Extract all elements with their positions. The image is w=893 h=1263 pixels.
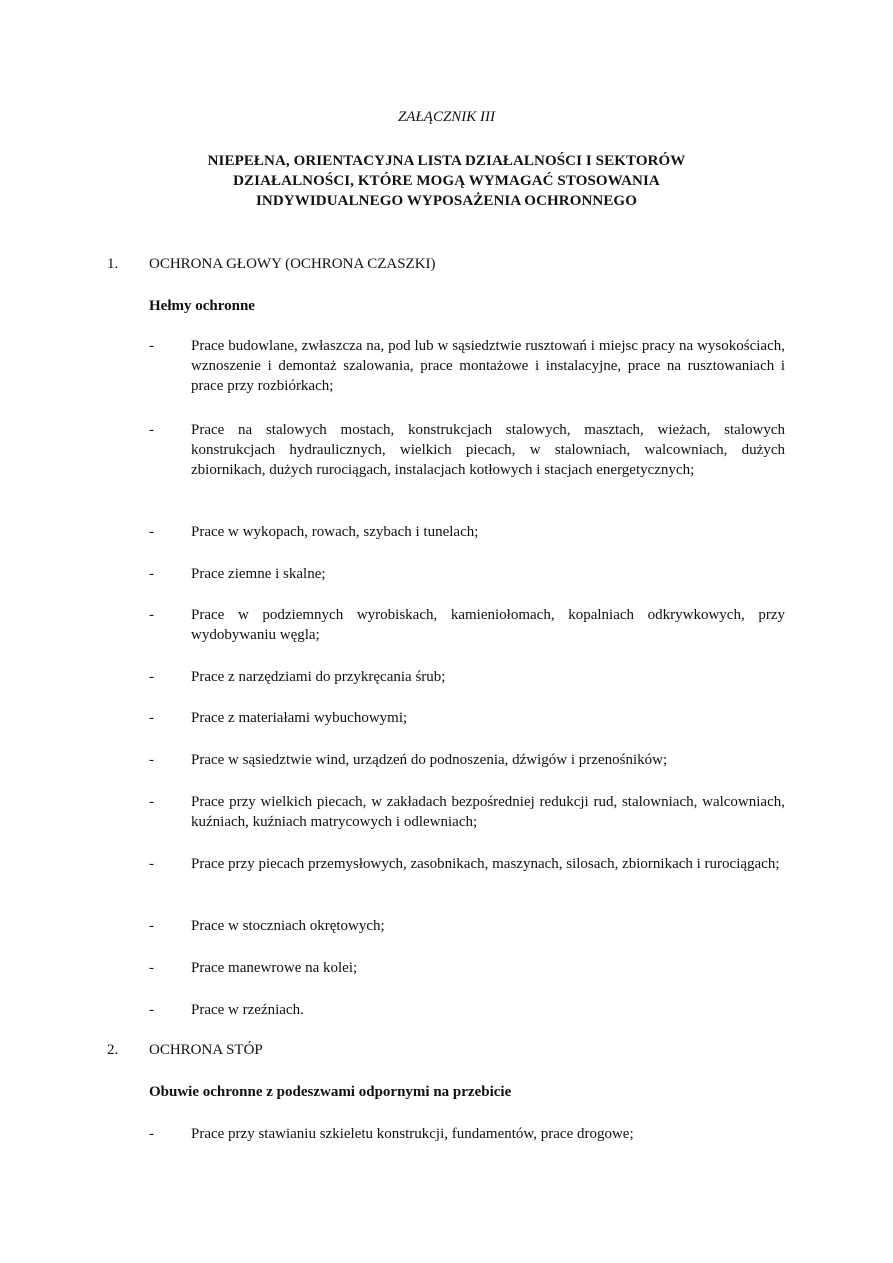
bullet-dash: -: [149, 566, 154, 582]
section-number: 2.: [107, 1042, 119, 1058]
bullet-dash: -: [149, 524, 154, 540]
list-item-text: Prace w rzeźniach.: [191, 1002, 304, 1018]
list-item-text: Prace na stalowych mostach, konstrukcjach stalowych, masztach, wieżach, stalowych konstrukcjach hydraulicznych, wielkich piecach, w stalowniach, walcowniach, dużych zbiornikach, dużych rurociągach, instalacjach kotłowych i stacjach energetycznych;: [191, 422, 785, 478]
list-item: [149, 708, 785, 728]
list-item-text: Prace w stoczniach okrętowych;: [191, 918, 385, 934]
bullet-dash: -: [149, 752, 154, 768]
list-item-text: Prace przy stawianiu szkieletu konstrukcji, fundamentów, prace drogowe;: [191, 1126, 634, 1142]
list-item-text: Prace z materiałami wybuchowymi;: [191, 710, 408, 726]
section-number: 1.: [107, 256, 119, 272]
bullet-dash: -: [149, 422, 154, 438]
bullet-dash: -: [149, 669, 154, 685]
bullet-dash: -: [149, 794, 154, 810]
list-item-text: Prace w podziemnych wyrobiskach, kamieniołomach, kopalniach odkrywkowych, przy wydobywaniu węgla;: [191, 607, 785, 643]
section-subheading: Hełmy ochronne: [149, 298, 255, 314]
list-item: [149, 667, 785, 687]
document-title-line: NIEPEŁNA, ORIENTACYJNA LISTA DZIAŁALNOŚCI I SEKTORÓW: [207, 153, 686, 169]
bullet-dash: -: [149, 856, 154, 872]
bullet-dash: -: [149, 338, 154, 354]
section-subheading: Obuwie ochronne z podeszwami odpornymi na przebicie: [149, 1084, 512, 1100]
bullet-dash: -: [149, 960, 154, 976]
document-title: [150, 151, 743, 211]
section-title: OCHRONA GŁOWY (OCHRONA CZASZKI): [149, 256, 436, 272]
list-item-text: Prace budowlane, zwłaszcza na, pod lub w sąsiedztwie rusztowań i miejsc pracy na wysokościach, wznoszenie i demontaż szalowania, prace montażowe i instalacyjne, prace na rusztowaniach i prace przy rozbiórkach;: [191, 338, 785, 394]
list-item-text: Prace w sąsiedztwie wind, urządzeń do podnoszenia, dźwigów i przenośników;: [191, 752, 668, 768]
list-item: [149, 958, 785, 978]
list-item: [149, 916, 785, 936]
bullet-dash: -: [149, 607, 154, 623]
list-item: [149, 854, 785, 874]
list-item-text: Prace z narzędziami do przykręcania śrub;: [191, 669, 446, 685]
list-item-text: Prace przy piecach przemysłowych, zasobnikach, maszynach, silosach, zbiornikach i rurociągach;: [191, 856, 780, 872]
document-title-line: INDYWIDUALNEGO WYPOSAŻENIA OCHRONNEGO: [256, 193, 637, 209]
bullet-dash: -: [149, 918, 154, 934]
list-item: [149, 564, 785, 584]
list-item-text: Prace przy wielkich piecach, w zakładach bezpośredniej redukcji rud, stalowniach, walcowniach, kuźniach, kuźniach matrycowych i odlewniach;: [191, 794, 785, 830]
list-item: [149, 336, 785, 396]
list-item: [149, 750, 785, 770]
bullet-dash: -: [149, 710, 154, 726]
list-item-text: Prace ziemne i skalne;: [191, 566, 326, 582]
list-item: [149, 1124, 785, 1144]
list-item-text: Prace w wykopach, rowach, szybach i tunelach;: [191, 524, 479, 540]
bullet-dash: -: [149, 1002, 154, 1018]
list-item: [149, 420, 785, 480]
list-item-text: Prace manewrowe na kolei;: [191, 960, 358, 976]
list-item: [149, 792, 785, 832]
document-title-line: DZIAŁALNOŚCI, KTÓRE MOGĄ WYMAGAĆ STOSOWANIA: [233, 173, 660, 189]
section-title: OCHRONA STÓP: [149, 1042, 263, 1058]
list-item: [149, 605, 785, 645]
annex-title: ZAŁĄCZNIK III: [397, 109, 496, 125]
list-item: [149, 1000, 785, 1020]
list-item: [149, 522, 785, 542]
bullet-dash: -: [149, 1126, 154, 1142]
